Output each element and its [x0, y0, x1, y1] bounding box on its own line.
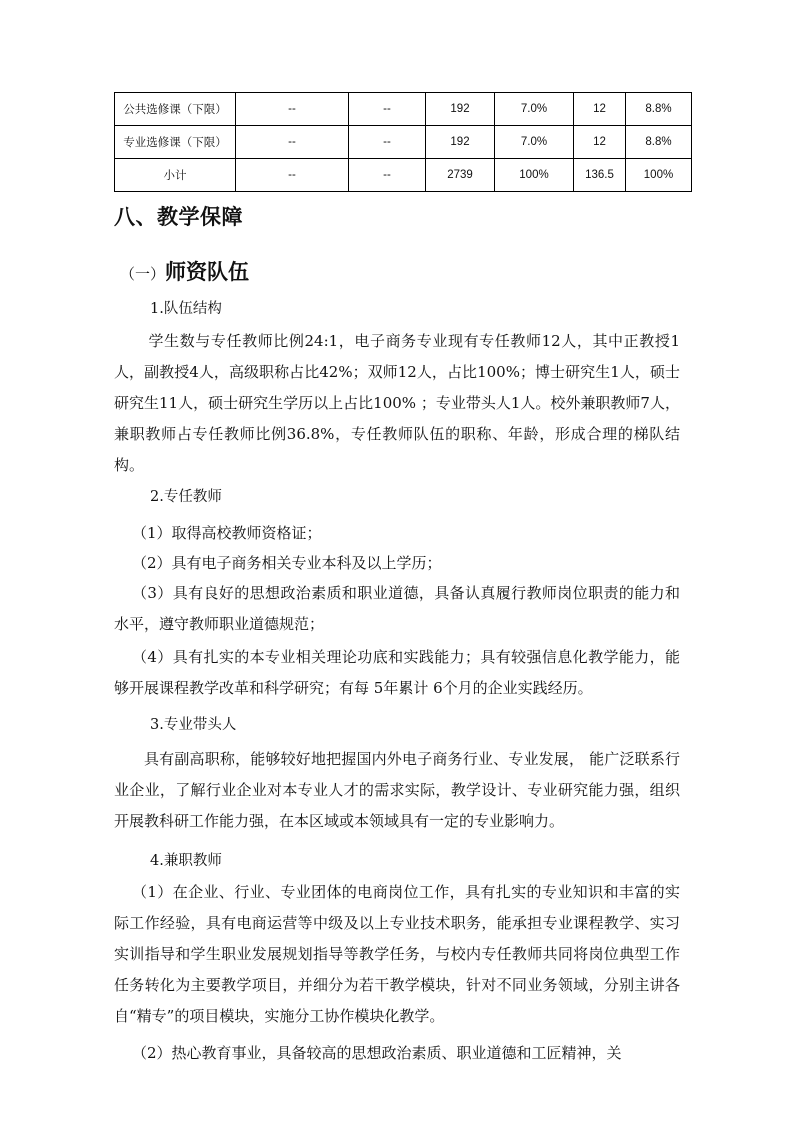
table-cell: 7.0% [495, 93, 574, 126]
table-cell: 192 [426, 93, 495, 126]
section-heading: 八、教学保障 [114, 205, 243, 229]
table-row [115, 93, 692, 126]
fulltime-item-4: （4）具有扎实的本专业相关理论功底和实践能力；具有较强信息化教学能力，能够开展课程教学改革和科学研究；有每 5年累计 6个月的企业实践经历。 [114, 648, 680, 697]
table-cell: -- [236, 159, 349, 192]
table-cell: -- [236, 93, 349, 126]
fulltime-item-1: （1）取得高校教师资格证； [132, 524, 322, 542]
leader-paragraph: 具有副高职称，能够较好地把握国内外电子商务行业、专业发展， 能广泛联系行业企业，了解行业企业对本专业人才的需求实际，教学设计、专业研究能力强，组织开展教科研工作能力强，在本区域或本领域具有一定的专业影响力。 [114, 750, 680, 830]
subsection-number: （一） [120, 265, 166, 283]
subsection-title: 师资队伍 [165, 260, 250, 284]
team-structure-heading: 1.队伍结构 [150, 301, 222, 317]
fulltime-item-3: （3）具有良好的思想政治素质和职业道德，具备认真履行教师岗位职责的能力和水平，遵守教师职业道德规范； [114, 584, 680, 633]
credit-hours-table [114, 92, 692, 192]
table-row [115, 126, 692, 159]
parttime-teacher-heading: 4.兼职教师 [150, 853, 222, 869]
table-cell: 100% [495, 159, 574, 192]
fulltime-item-2: （2）具有电子商务相关专业本科及以上学历； [132, 554, 442, 572]
table-cell: -- [349, 159, 426, 192]
table-cell: 专业选修课（下限） [115, 126, 236, 159]
parttime-item-2: （2）热心教育事业，具备较高的思想政治素质、职业道德和工匠精神，关 [132, 1044, 622, 1062]
parttime-item-1: （1）在企业、行业、专业团体的电商岗位工作，具有扎实的专业知识和丰富的实际工作经验，具有电商运营等中级及以上专业技术职务，能承担专业课程教学、实习实训指导和学生职业发展规划指导等教学任务，与校内专任教师共同将岗位典型工作任务转化为主要教学项目，并细分为若干教学模块，针对不同业务领域，分别主讲各自“精专”的项目模块，实施分工协作模块化教学。 [114, 883, 680, 1025]
table-cell: 2739 [426, 159, 495, 192]
table-cell: 100% [626, 159, 692, 192]
team-structure-paragraph: 学生数与专任教师比例24:1，电子商务专业现有专任教师12人，其中正教授1人，副教授4人，高级职称占比42%；双师12人，占比100%；博士研究生1人，硕士研究生11人，硕士研究生学历以上占比100% ；专业带头人1人。校外兼职教师7人，兼职教师占专任教师比例36.8%，专任教师队伍的职称、年龄，形成合理的梯队结构。 [114, 332, 680, 474]
table-cell: -- [236, 126, 349, 159]
table-cell: 公共选修课（下限） [115, 93, 236, 126]
table-cell: 12 [574, 93, 626, 126]
table-row [115, 159, 692, 192]
table-cell: 小计 [115, 159, 236, 192]
table-cell: -- [349, 93, 426, 126]
table-cell: 136.5 [574, 159, 626, 192]
table-cell: 8.8% [626, 126, 692, 159]
table-cell: 8.8% [626, 93, 692, 126]
table-cell: 12 [574, 126, 626, 159]
leader-heading: 3.专业带头人 [150, 717, 237, 733]
table-cell: 7.0% [495, 126, 574, 159]
subsection-heading [120, 256, 249, 286]
fulltime-teacher-heading: 2.专任教师 [150, 489, 222, 505]
table-cell: -- [349, 126, 426, 159]
table-cell: 192 [426, 126, 495, 159]
